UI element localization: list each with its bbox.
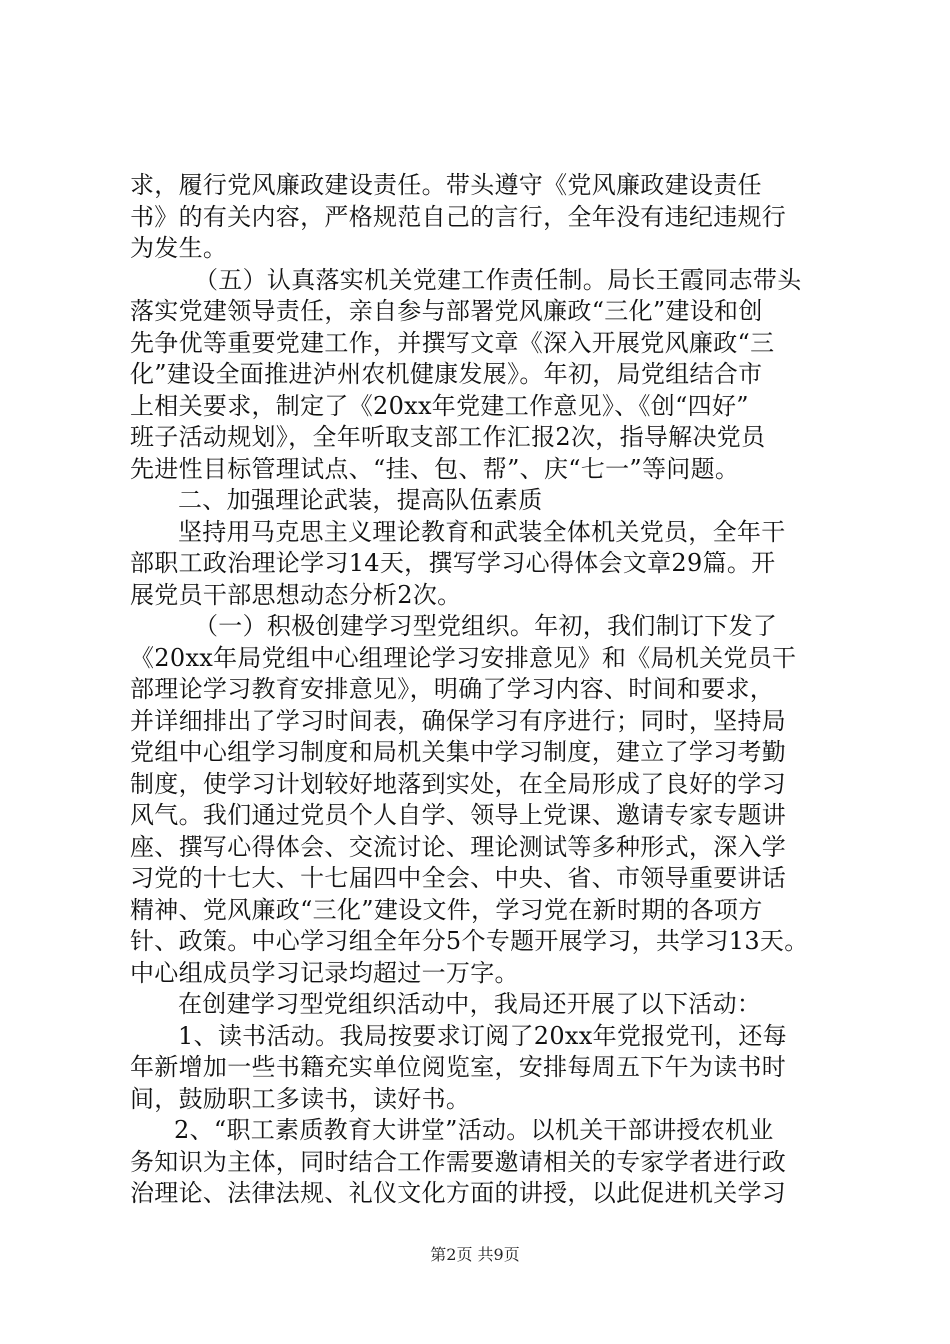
text-line: 年新增加一些书籍充实单位阅览室，安排每周五下午为读书时 xyxy=(130,1053,787,1081)
text-line: 党组中心组学习制度和局机关集中学习制度，建立了学习考勤 xyxy=(130,738,787,766)
text-line: 并详细排出了学习时间表，确保学习有序进行；同时，坚持局 xyxy=(130,706,787,735)
text-line: 间，鼓励职工多读书，读好书。 xyxy=(130,1084,471,1113)
text-line: 《20xx年局党组中心组理论学习安排意见》和《局机关党员干 xyxy=(130,643,797,672)
text-line: 化”建设全面推进泸州农机健康发展》。年初，局党组结合市 xyxy=(130,360,763,388)
page-number: 第2页 共9页 xyxy=(430,1245,520,1264)
text-line: 部理论学习教育安排意见》，明确了学习内容、时间和要求， xyxy=(130,675,775,703)
text-line: （五）认真落实机关党建工作责任制。局长王霞同志带头 xyxy=(194,265,802,294)
text-line: 上相关要求，制定了《20xx年党建工作意见》、《创“四好” xyxy=(130,391,749,420)
text-line: 制度，使学习计划较好地落到实处，在全局形成了良好的学习 xyxy=(130,769,787,798)
text-line: 精神、党风廉政“三化”建设文件，学习党在新时期的各项方 xyxy=(130,895,763,924)
text-line: 先争优等重要党建工作，并撰写文章《深入开展党风廉政“三 xyxy=(130,328,775,357)
text-line: 务知识为主体，同时结合工作需要邀请相关的专家学者进行政 xyxy=(130,1147,787,1176)
text-line: 落实党建领导责任，亲自参与部署党风廉政“三化”建设和创 xyxy=(130,297,763,325)
text-line: 习党的十七大、十七届四中全会、中央、省、市领导重要讲话 xyxy=(130,864,787,892)
text-line: 坚持用马克思主义理论教育和武装全体机关党员，全年干 xyxy=(178,517,786,546)
text-line: 求，履行党风廉政建设责任。带头遵守《党风廉政建设责任 xyxy=(130,171,762,199)
text-line: 风气。我们通过党员个人自学、领导上党课、邀请专家专题讲 xyxy=(130,801,787,829)
text-line: （一）积极创建学习型党组织。年初，我们制订下发了 xyxy=(194,612,778,640)
text-line: 座、撰写心得体会、交流讨论、理论测试等多种形式，深入学 xyxy=(130,832,787,861)
section-heading: 二、加强理论武装，提高队伍素质 xyxy=(178,486,543,514)
text-line: 先进性目标管理试点、“挂、包、帮”、庆“七一”等问题。 xyxy=(130,454,740,483)
text-line: 为发生。 xyxy=(130,234,228,262)
text-line: 中心组成员学习记录均超过一万字。 xyxy=(130,958,519,987)
text-line: 治理论、法律法规、礼仪文化方面的讲授，以此促进机关学习 xyxy=(130,1179,787,1207)
document-body xyxy=(130,170,830,1210)
text-line: 书》的有关内容，严格规范自己的言行，全年没有违纪违规行 xyxy=(130,202,787,231)
text-line: 部职工政治理论学习14天，撰写学习心得体会文章29篇。开 xyxy=(130,549,776,577)
text-line: 1、读书活动。我局按要求订阅了20xx年党报党刊，还每 xyxy=(178,1021,787,1050)
text-line: 展党员干部思想动态分析2次。 xyxy=(130,580,462,609)
text-line: 在创建学习型党组织活动中，我局还开展了以下活动： xyxy=(178,990,762,1018)
text-line: 针、政策。中心学习组全年分5个专题开展学习，共学习13天。 xyxy=(130,927,809,955)
text-line: 班子活动规划》，全年听取支部工作汇报2次，指导解决党员 xyxy=(130,423,766,451)
text-line: 2、“职工素质教育大讲堂”活动。以机关干部讲授农机业 xyxy=(174,1116,774,1144)
